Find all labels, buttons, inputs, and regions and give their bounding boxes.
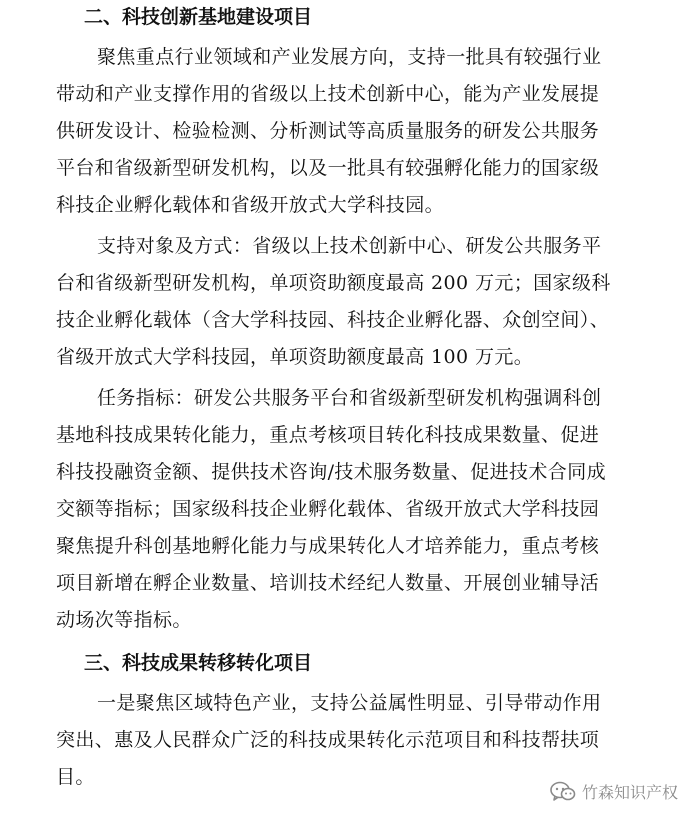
- paragraph-line: 交额等指标；国家级科技企业孵化载体、省级开放式大学科技园: [56, 498, 600, 520]
- paragraph-line: 科技企业孵化载体和省级开放式大学科技园。: [56, 194, 445, 216]
- paragraph-line: 一是聚焦区域特色产业，支持公益属性明显、引导带动作用: [97, 692, 602, 714]
- wechat-icon: [550, 781, 576, 803]
- paragraph-line: 动场次等指标。: [56, 609, 192, 631]
- paragraph-line: 项目新增在孵企业数量、培训技术经纪人数量、开展创业辅导活: [56, 572, 600, 594]
- paragraph-line: 聚焦提升科创基地孵化能力与成果转化人才培养能力，重点考核: [56, 535, 600, 557]
- paragraph-line: 省级开放式大学科技园，单项资助额度最高 100 万元。: [56, 346, 534, 368]
- paragraph-line: 目。: [56, 766, 95, 788]
- paragraph-line: 供研发设计、检验检测、分析测试等高质量服务的研发公共服务: [56, 120, 600, 142]
- paragraph-line: 科技投融资金额、提供技术咨询/技术服务数量、促进技术合同成: [56, 461, 607, 483]
- paragraph-line: 台和省级新型研发机构，单项资助额度最高 200 万元；国家级科: [56, 272, 611, 294]
- section-heading-3: 三、科技成果转移转化项目: [84, 652, 313, 674]
- watermark: [550, 780, 678, 803]
- section-heading-2: 二、科技创新基地建设项目: [84, 6, 313, 28]
- paragraph-line: 突出、惠及人民群众广泛的科技成果转化示范项目和科技帮扶项: [56, 729, 600, 751]
- paragraph-line: 平台和省级新型研发机构，以及一批具有较强孵化能力的国家级: [56, 157, 600, 179]
- paragraph-line: 技企业孵化载体（含大学科技园、科技企业孵化器、众创空间）、: [56, 309, 610, 331]
- watermark-text: 竹森知识产权: [581, 783, 678, 802]
- paragraph-line: 带动和产业支撑作用的省级以上技术创新中心，能为产业发展提: [56, 83, 600, 105]
- paragraph-line: 聚焦重点行业领域和产业发展方向，支持一批具有较强行业: [97, 46, 602, 68]
- paragraph-line: 支持对象及方式：省级以上技术创新中心、研发公共服务平: [97, 235, 602, 257]
- paragraph-line: 任务指标：研发公共服务平台和省级新型研发机构强调科创: [97, 387, 602, 409]
- paragraph-line: 基地科技成果转化能力，重点考核项目转化科技成果数量、促进: [56, 424, 600, 446]
